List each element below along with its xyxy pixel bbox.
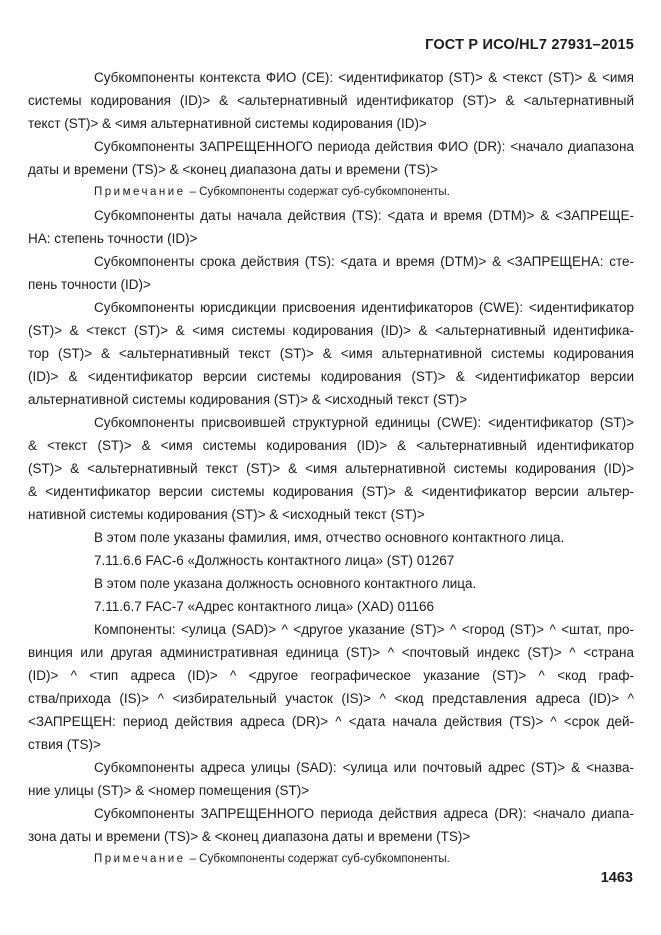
text-line: Субкомпоненты даты начала действия (TS): <дата и время (DTM)> & <ЗАПРЕЩЕ-: [94, 208, 634, 223]
note-label: Примечание: [94, 853, 186, 865]
text-line: & <идентификатор версии системы кодирования (ST)> & <идентификатор версии альтер-: [28, 484, 634, 499]
text-line: <ЗАПРЕЩЕН: период действия адреса (DR)> ^ <дата начала действия (TS)> ^ <срок дей-: [28, 714, 634, 729]
text-line: альтернативной системы кодирования (ST)> & <исходный текст (ST)>: [28, 392, 468, 407]
body-text: [28, 66, 634, 871]
note-text: – Субкомпоненты содержат суб-субкомпоненты.: [189, 186, 450, 198]
text-line: (ID)> ^ <тип адреса (ID)> ^ <другое географическое указание (ST)> ^ <код граф-: [28, 668, 634, 683]
text-line: даты и времени (TS)> & <конец диапазона даты и времени (TS)>: [28, 162, 438, 177]
text-line: Субкомпоненты присвоившей структурной единицы (CWE): <идентификатор (ST)>: [94, 415, 634, 430]
text-line: ние улицы (ST)> & <номер помещения (ST)>: [28, 783, 310, 798]
text-line: зона даты и времени (TS)> & <конец диапазона даты и времени (TS)>: [28, 829, 471, 844]
text-line: тор (ST)> & <альтернативный текст (ST)> & <имя альтернативной системы кодирования: [28, 346, 634, 361]
text-line: текст (ST)> & <имя альтернативной системы кодирования (ID)>: [28, 116, 427, 131]
text-line: винция или другая административная единица (ST)> ^ <почтовый индекс (ST)> ^ <страна: [28, 645, 634, 660]
text-line: Субкомпоненты адреса улицы (SAD): <улица или почтовый адрес (ST)> & <назва-: [94, 760, 634, 775]
text-line: ства/прихода (IS)> ^ <избирательный участок (IS)> ^ <код представления адреса (ID)> ^: [28, 691, 634, 706]
text-line: Субкомпоненты контекста ФИО (CE): <идентификатор (ST)> & <текст (ST)> & <имя: [94, 70, 634, 85]
text-line: Субкомпоненты ЗАПРЕЩЕННОГО периода действия ФИО (DR): <начало диапазона: [94, 139, 634, 154]
text-line: нативной системы кодирования (ST)> & <исходный текст (ST)>: [28, 507, 425, 522]
doc-header-title: ГОСТ Р ИСО/HL7 27931–2015: [425, 37, 634, 53]
text-line: (ST)> & <альтернативный текст (ST)> & <имя альтернативной системы кодирования (ID)>: [28, 461, 634, 476]
text-line: В этом поле указаны фамилия, имя, отчество основного контактного лица.: [94, 530, 565, 545]
text-line: ствия (TS)>: [28, 737, 101, 752]
text-line: 7.11.6.7 FAC-7 «Адрес контактного лица» (XAD) 01166: [94, 599, 435, 614]
note-line: [28, 181, 634, 204]
text-line: системы кодирования (ID)> & <альтернативный идентификатор (ST)> & <альтернативный: [28, 93, 634, 108]
text-line: (ID)> & <идентификатор версии системы кодирования (ST)> & <идентификатор версии: [28, 369, 634, 384]
text-line: Субкомпоненты ЗАПРЕЩЕННОГО периода действия адреса (DR): <начало диапа-: [94, 806, 634, 821]
text-line: & <текст (ST)> & <имя системы кодирования (ID)> & <альтернативный идентификатор: [28, 438, 634, 453]
note-line: [28, 848, 634, 871]
text-line: Компоненты: <улица (SAD)> ^ <другое указание (ST)> ^ <город (ST)> ^ <штат, про-: [94, 622, 634, 637]
text-line: Субкомпоненты юрисдикции присвоения идентификаторов (CWE): <идентификатор: [94, 300, 634, 315]
text-line: 7.11.6.6 FAC-6 «Должность контактного лица» (ST) 01267: [94, 553, 455, 568]
text-line: Субкомпоненты срока действия (TS): <дата и время (DTM)> & <ЗАПРЕЩЕНА: сте-: [94, 254, 634, 269]
note-label: Примечание: [94, 186, 186, 198]
text-line: В этом поле указана должность основного контактного лица.: [94, 576, 477, 591]
text-line: НА: степень точности (ID)>: [28, 231, 198, 246]
text-line: пень точности (ID)>: [28, 277, 151, 292]
note-text: – Субкомпоненты содержат суб-субкомпоненты.: [189, 853, 450, 865]
text-line: (ST)> & <текст (ST)> & <имя системы кодирования (ID)> & <альтернативный идентифика-: [28, 323, 634, 338]
page-number: 1463: [600, 870, 633, 886]
